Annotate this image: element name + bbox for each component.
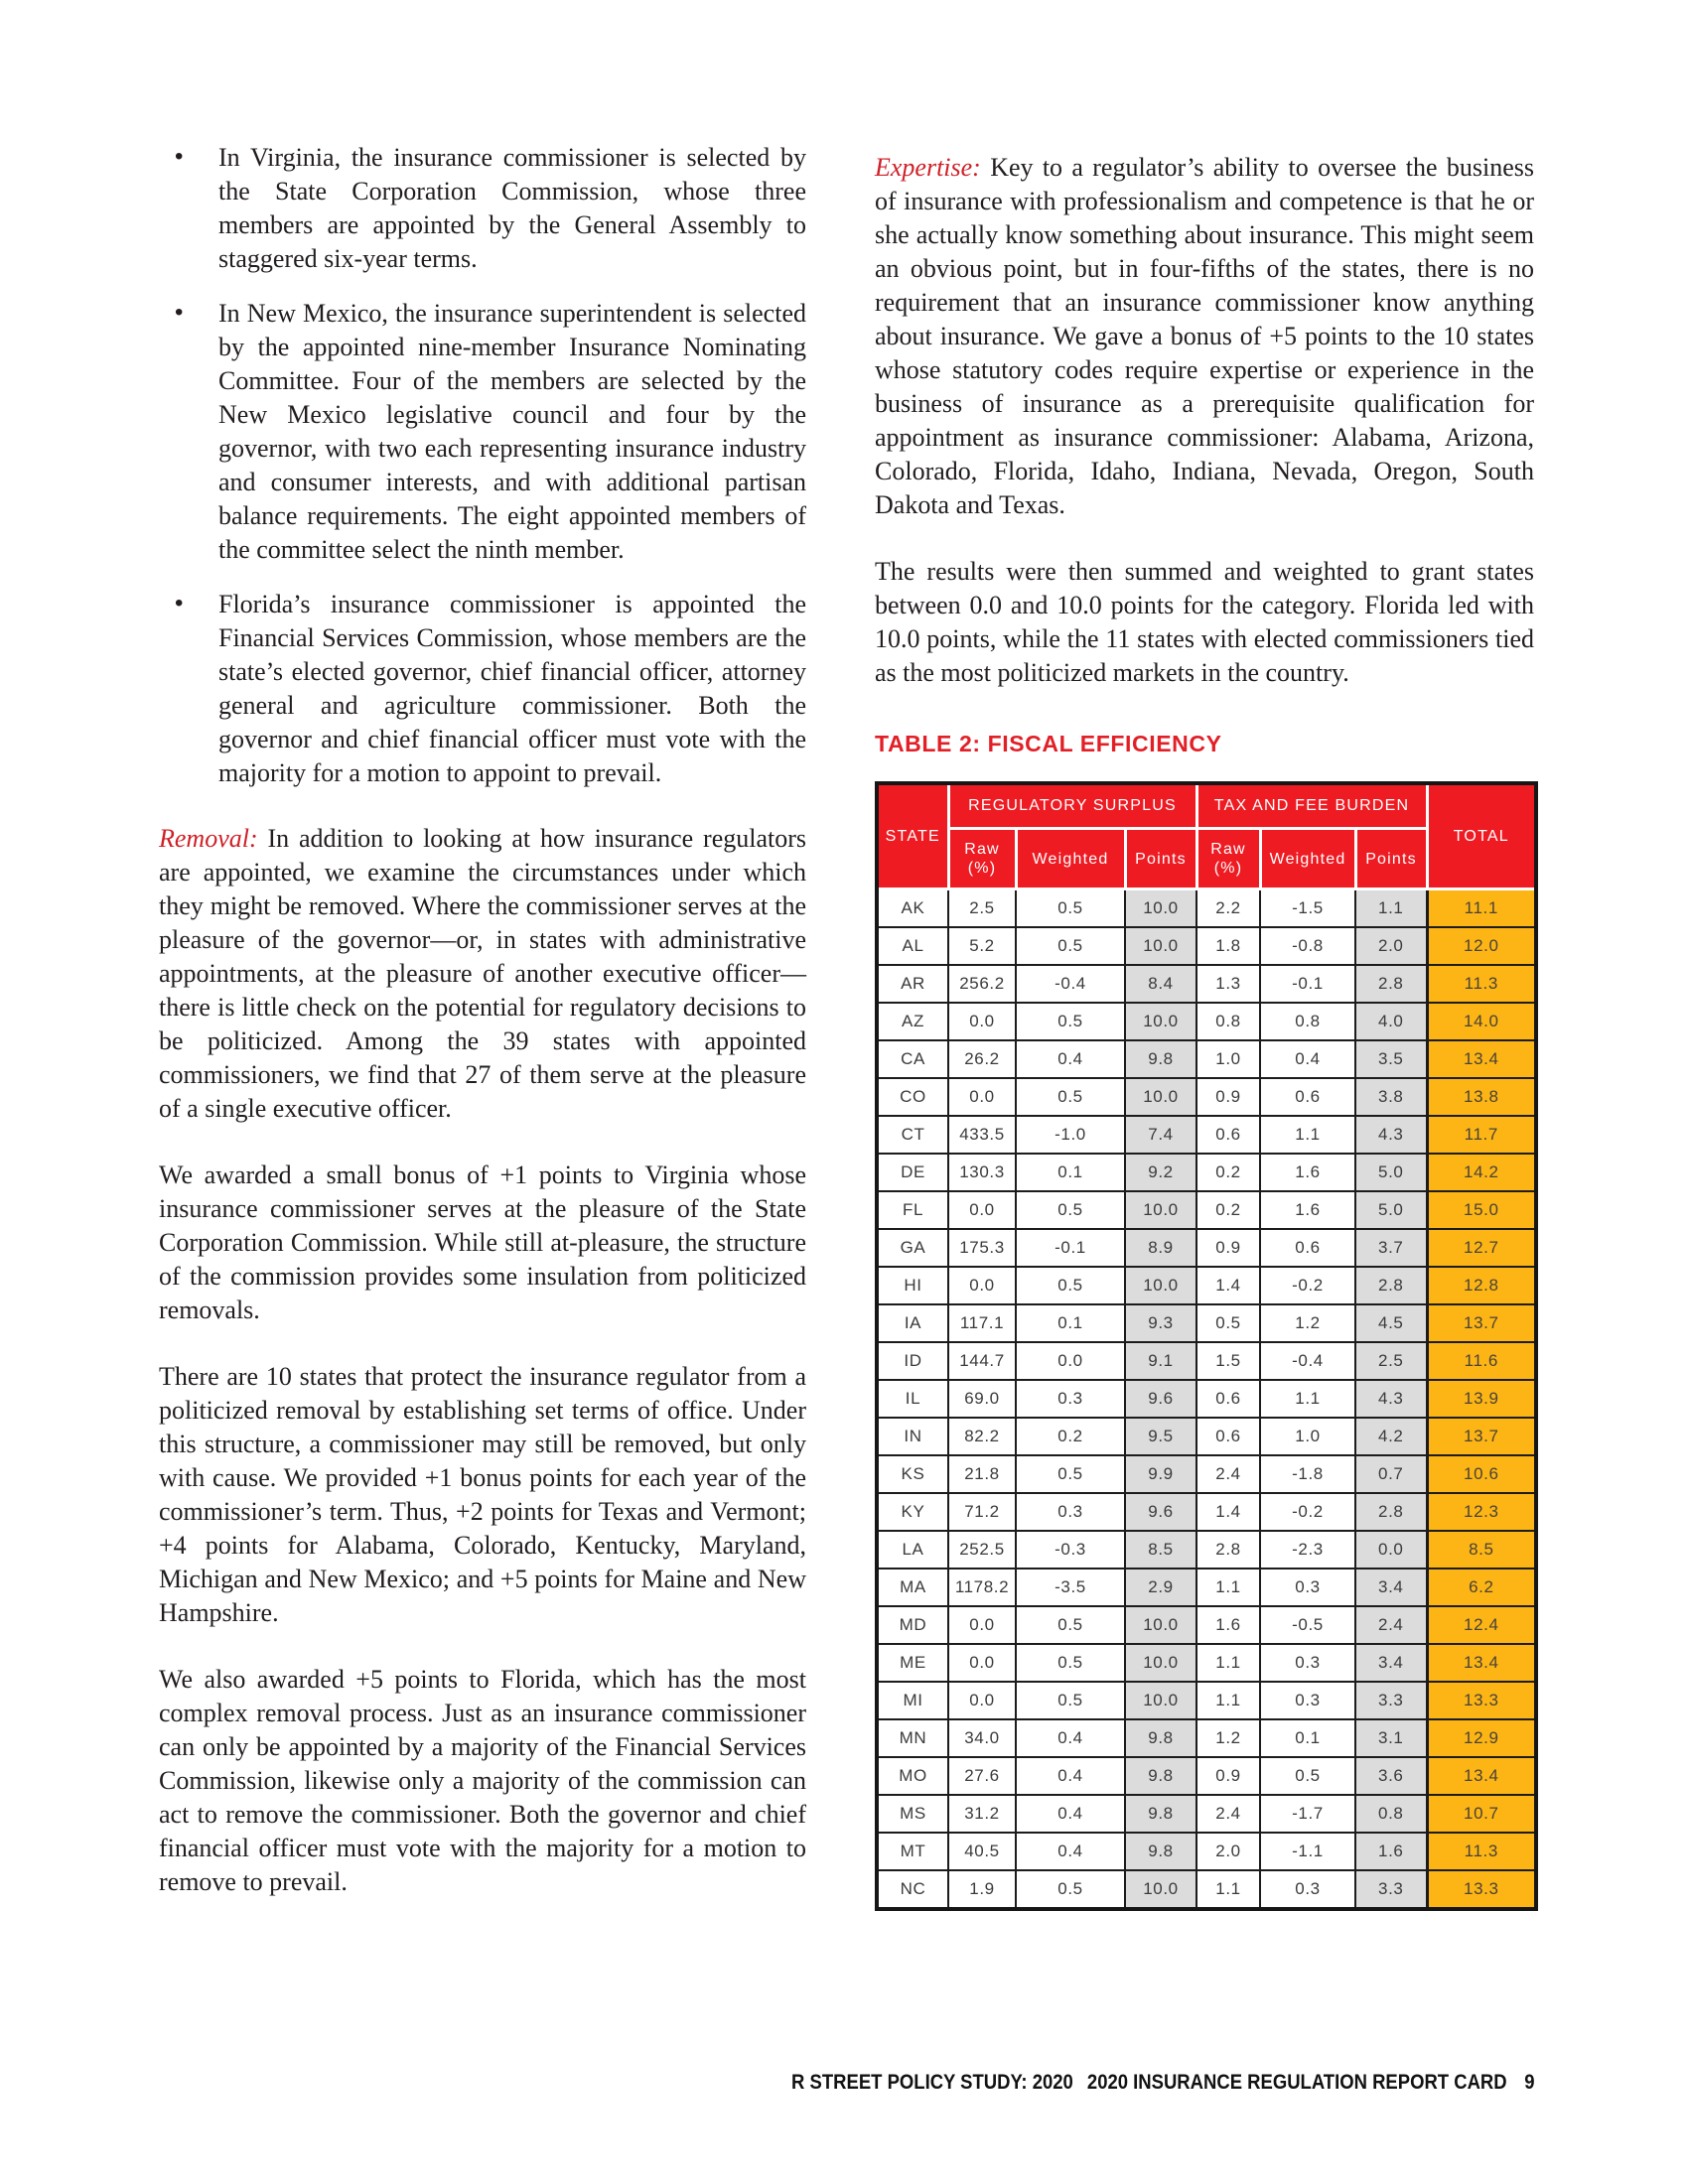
points-tax-cell: 0.0 xyxy=(1355,1531,1427,1569)
total-cell: 14.0 xyxy=(1427,1003,1536,1040)
state-cell: CT xyxy=(877,1116,948,1154)
raw-tax-cell: 2.4 xyxy=(1196,1795,1260,1833)
points-tax-cell: 3.1 xyxy=(1355,1719,1427,1757)
footer-study-label: R STREET POLICY STUDY: 2020 xyxy=(790,2071,1073,2094)
points-surplus-cell: 9.1 xyxy=(1125,1342,1196,1380)
column-header-weighted-tax: Weighted xyxy=(1260,829,1355,889)
weighted-tax-cell: -2.3 xyxy=(1260,1531,1355,1569)
raw-surplus-cell: 2.5 xyxy=(948,889,1016,928)
table-row xyxy=(877,1342,1536,1380)
raw-surplus-cell: 82.2 xyxy=(948,1418,1016,1455)
column-header-state: STATE xyxy=(877,783,948,889)
raw-surplus-cell: 0.0 xyxy=(948,1682,1016,1719)
paragraph-text: We also awarded +5 points to Florida, which has the most complex removal process. Just as an insurance commissioner can only be appointed by a majority of the Financial Services Commission, likewise only a majority of the commission can act to remove the commissioner. Both the governor and chief financial officer must vote with the majority for a motion to remove to prevail. xyxy=(159,1665,806,1896)
raw-surplus-cell: 256.2 xyxy=(948,965,1016,1003)
raw-tax-cell: 1.3 xyxy=(1196,965,1260,1003)
points-tax-cell: 3.3 xyxy=(1355,1870,1427,1909)
raw-tax-cell: 1.5 xyxy=(1196,1342,1260,1380)
weighted-tax-cell: -0.5 xyxy=(1260,1606,1355,1644)
total-cell: 12.4 xyxy=(1427,1606,1536,1644)
points-tax-cell: 2.8 xyxy=(1355,965,1427,1003)
state-cell: IN xyxy=(877,1418,948,1455)
state-cell: MA xyxy=(877,1569,948,1606)
weighted-surplus-cell: 0.1 xyxy=(1016,1304,1125,1342)
state-cell: NC xyxy=(877,1870,948,1909)
total-cell: 13.7 xyxy=(1427,1418,1536,1455)
state-cell: AK xyxy=(877,889,948,928)
state-cell: MN xyxy=(877,1719,948,1757)
paragraph-text: The results were then summed and weighted to grant states between 0.0 and 10.0 points for the category. Florida led with 10.0 points, while the 11 states with elected commissioners tied as the most politicized markets in the country. xyxy=(875,557,1534,687)
raw-tax-cell: 2.2 xyxy=(1196,889,1260,928)
points-surplus-cell: 9.9 xyxy=(1125,1455,1196,1493)
points-tax-cell: 0.8 xyxy=(1355,1795,1427,1833)
raw-surplus-cell: 117.1 xyxy=(948,1304,1016,1342)
points-surplus-cell: 10.0 xyxy=(1125,1003,1196,1040)
points-surplus-cell: 10.0 xyxy=(1125,1191,1196,1229)
weighted-surplus-cell: 0.4 xyxy=(1016,1757,1125,1795)
points-tax-cell: 3.4 xyxy=(1355,1569,1427,1606)
total-cell: 6.2 xyxy=(1427,1569,1536,1606)
weighted-surplus-cell: 0.0 xyxy=(1016,1342,1125,1380)
bullet-icon: • xyxy=(175,299,184,326)
table-row xyxy=(877,1719,1536,1757)
points-surplus-cell: 10.0 xyxy=(1125,1267,1196,1304)
state-cell: KY xyxy=(877,1493,948,1531)
weighted-surplus-cell: -1.0 xyxy=(1016,1116,1125,1154)
table-row xyxy=(877,927,1536,965)
raw-tax-cell: 1.8 xyxy=(1196,927,1260,965)
points-surplus-cell: 9.8 xyxy=(1125,1757,1196,1795)
table-row xyxy=(877,1757,1536,1795)
table-row xyxy=(877,1116,1536,1154)
state-cell: AZ xyxy=(877,1003,948,1040)
raw-tax-cell: 2.4 xyxy=(1196,1455,1260,1493)
weighted-surplus-cell: 0.5 xyxy=(1016,1191,1125,1229)
state-cell: MT xyxy=(877,1833,948,1870)
weighted-tax-cell: 0.8 xyxy=(1260,1003,1355,1040)
raw-tax-cell: 0.5 xyxy=(1196,1304,1260,1342)
points-surplus-cell: 10.0 xyxy=(1125,1644,1196,1682)
raw-tax-cell: 1.1 xyxy=(1196,1644,1260,1682)
table-row xyxy=(877,1833,1536,1870)
points-surplus-cell: 9.2 xyxy=(1125,1154,1196,1191)
points-tax-cell: 3.7 xyxy=(1355,1229,1427,1267)
right-column xyxy=(875,151,1534,1911)
raw-tax-cell: 0.9 xyxy=(1196,1757,1260,1795)
weighted-tax-cell: 0.3 xyxy=(1260,1682,1355,1719)
points-surplus-cell: 9.8 xyxy=(1125,1795,1196,1833)
weighted-tax-cell: 1.1 xyxy=(1260,1116,1355,1154)
bullet-text: In Virginia, the insurance commissioner is selected by the State Corporation Commission, whose three members are appointed by the General Assembly to staggered six-year terms. xyxy=(218,143,806,273)
paragraph-expertise xyxy=(875,151,1534,522)
table-row xyxy=(877,1870,1536,1909)
state-cell: IL xyxy=(877,1380,948,1418)
points-surplus-cell: 9.5 xyxy=(1125,1418,1196,1455)
table-row xyxy=(877,1569,1536,1606)
weighted-surplus-cell: 0.3 xyxy=(1016,1493,1125,1531)
weighted-tax-cell: 0.3 xyxy=(1260,1644,1355,1682)
points-tax-cell: 3.5 xyxy=(1355,1040,1427,1078)
column-header-points-surplus: Points xyxy=(1125,829,1196,889)
raw-tax-cell: 0.2 xyxy=(1196,1191,1260,1229)
state-cell: MS xyxy=(877,1795,948,1833)
points-tax-cell: 2.0 xyxy=(1355,927,1427,965)
table-row xyxy=(877,1682,1536,1719)
page-footer xyxy=(791,2071,1534,2095)
total-cell: 13.7 xyxy=(1427,1304,1536,1342)
column-header-raw-surplus: Raw (%) xyxy=(948,829,1016,889)
points-surplus-cell: 2.9 xyxy=(1125,1569,1196,1606)
state-cell: AR xyxy=(877,965,948,1003)
total-cell: 12.0 xyxy=(1427,927,1536,965)
total-cell: 13.3 xyxy=(1427,1682,1536,1719)
weighted-tax-cell: -1.5 xyxy=(1260,889,1355,928)
raw-tax-cell: 2.8 xyxy=(1196,1531,1260,1569)
table-row xyxy=(877,1078,1536,1116)
paragraph xyxy=(159,1159,806,1327)
points-surplus-cell: 8.4 xyxy=(1125,965,1196,1003)
weighted-surplus-cell: 0.1 xyxy=(1016,1154,1125,1191)
table-row xyxy=(877,1795,1536,1833)
points-tax-cell: 1.6 xyxy=(1355,1833,1427,1870)
weighted-tax-cell: -0.4 xyxy=(1260,1342,1355,1380)
state-cell: AL xyxy=(877,927,948,965)
weighted-tax-cell: 0.1 xyxy=(1260,1719,1355,1757)
points-tax-cell: 2.5 xyxy=(1355,1342,1427,1380)
raw-tax-cell: 0.2 xyxy=(1196,1154,1260,1191)
raw-surplus-cell: 144.7 xyxy=(948,1342,1016,1380)
table-row xyxy=(877,1304,1536,1342)
group-header-tax-and-fee-burden: TAX AND FEE BURDEN xyxy=(1196,783,1427,829)
paragraph-text: In addition to looking at how insurance regulators are appointed, we examine the circumstances under which they might be removed. Where the commissioner serves at the pleasure of the governor—or, in states with administrative appointments, at the pleasure of another executive officer—there is little check on the potential for regulatory decisions to be politicized. Among the 39 states with appointed commissioners, we find that 27 of them serve at the pleasure of a single executive officer. xyxy=(159,824,806,1123)
raw-surplus-cell: 0.0 xyxy=(948,1644,1016,1682)
table-row xyxy=(877,1380,1536,1418)
total-cell: 12.9 xyxy=(1427,1719,1536,1757)
table-row xyxy=(877,1531,1536,1569)
points-surplus-cell: 10.0 xyxy=(1125,1870,1196,1909)
raw-surplus-cell: 252.5 xyxy=(948,1531,1016,1569)
total-cell: 11.6 xyxy=(1427,1342,1536,1380)
left-column xyxy=(159,141,806,1932)
weighted-tax-cell: -1.1 xyxy=(1260,1833,1355,1870)
raw-tax-cell: 1.4 xyxy=(1196,1267,1260,1304)
state-cell: ME xyxy=(877,1644,948,1682)
raw-surplus-cell: 0.0 xyxy=(948,1267,1016,1304)
raw-tax-cell: 0.6 xyxy=(1196,1380,1260,1418)
state-cell: HI xyxy=(877,1267,948,1304)
table-row xyxy=(877,1154,1536,1191)
total-cell: 11.1 xyxy=(1427,889,1536,928)
weighted-surplus-cell: 0.4 xyxy=(1016,1833,1125,1870)
state-cell: MO xyxy=(877,1757,948,1795)
raw-tax-cell: 1.1 xyxy=(1196,1682,1260,1719)
weighted-surplus-cell: 0.5 xyxy=(1016,1606,1125,1644)
table-row xyxy=(877,1040,1536,1078)
points-surplus-cell: 9.8 xyxy=(1125,1833,1196,1870)
points-surplus-cell: 9.8 xyxy=(1125,1719,1196,1757)
total-cell: 13.4 xyxy=(1427,1757,1536,1795)
points-tax-cell: 0.7 xyxy=(1355,1455,1427,1493)
paragraph-lead: Expertise: xyxy=(875,153,981,182)
points-surplus-cell: 10.0 xyxy=(1125,927,1196,965)
weighted-surplus-cell: 0.5 xyxy=(1016,889,1125,928)
fiscal-table-body xyxy=(877,889,1536,1910)
points-tax-cell: 5.0 xyxy=(1355,1154,1427,1191)
weighted-surplus-cell: 0.5 xyxy=(1016,1870,1125,1909)
table-row xyxy=(877,1003,1536,1040)
total-cell: 13.9 xyxy=(1427,1380,1536,1418)
points-tax-cell: 2.8 xyxy=(1355,1493,1427,1531)
points-tax-cell: 4.5 xyxy=(1355,1304,1427,1342)
weighted-surplus-cell: 0.5 xyxy=(1016,1455,1125,1493)
raw-surplus-cell: 27.6 xyxy=(948,1757,1016,1795)
total-cell: 11.7 xyxy=(1427,1116,1536,1154)
points-tax-cell: 5.0 xyxy=(1355,1191,1427,1229)
raw-tax-cell: 1.1 xyxy=(1196,1569,1260,1606)
table-header xyxy=(877,783,1536,889)
weighted-tax-cell: 1.6 xyxy=(1260,1191,1355,1229)
weighted-surplus-cell: 0.3 xyxy=(1016,1380,1125,1418)
table-row xyxy=(877,1493,1536,1531)
weighted-tax-cell: 0.6 xyxy=(1260,1229,1355,1267)
raw-surplus-cell: 26.2 xyxy=(948,1040,1016,1078)
points-tax-cell: 1.1 xyxy=(1355,889,1427,928)
weighted-tax-cell: 1.0 xyxy=(1260,1418,1355,1455)
paragraph xyxy=(875,555,1534,690)
raw-surplus-cell: 40.5 xyxy=(948,1833,1016,1870)
weighted-tax-cell: -1.7 xyxy=(1260,1795,1355,1833)
fiscal-efficiency-table xyxy=(875,781,1538,1911)
weighted-tax-cell: 0.4 xyxy=(1260,1040,1355,1078)
points-surplus-cell: 10.0 xyxy=(1125,1606,1196,1644)
paragraph-text: We awarded a small bonus of +1 points to Virginia whose insurance commissioner serves at the pleasure of the State Corporation Commission. While still at-pleasure, the structure of the commission provides some insulation from politicized removals. xyxy=(159,1160,806,1324)
weighted-surplus-cell: -0.4 xyxy=(1016,965,1125,1003)
state-cell: DE xyxy=(877,1154,948,1191)
state-cell: CA xyxy=(877,1040,948,1078)
state-cell: ID xyxy=(877,1342,948,1380)
table-row xyxy=(877,1455,1536,1493)
raw-surplus-cell: 175.3 xyxy=(948,1229,1016,1267)
footer-report-label: 2020 INSURANCE REGULATION REPORT CARD xyxy=(1086,2071,1507,2094)
raw-surplus-cell: 5.2 xyxy=(948,927,1016,965)
raw-surplus-cell: 34.0 xyxy=(948,1719,1016,1757)
weighted-surplus-cell: 0.4 xyxy=(1016,1795,1125,1833)
list-item xyxy=(159,297,806,567)
state-cell: IA xyxy=(877,1304,948,1342)
weighted-surplus-cell: 0.2 xyxy=(1016,1418,1125,1455)
table-row xyxy=(877,965,1536,1003)
points-tax-cell: 3.6 xyxy=(1355,1757,1427,1795)
weighted-tax-cell: 1.2 xyxy=(1260,1304,1355,1342)
points-surplus-cell: 9.3 xyxy=(1125,1304,1196,1342)
state-cell: FL xyxy=(877,1191,948,1229)
state-cell: KS xyxy=(877,1455,948,1493)
bullet-icon: • xyxy=(175,590,184,616)
weighted-tax-cell: 0.6 xyxy=(1260,1078,1355,1116)
total-cell: 13.8 xyxy=(1427,1078,1536,1116)
raw-surplus-cell: 0.0 xyxy=(948,1078,1016,1116)
weighted-surplus-cell: -3.5 xyxy=(1016,1569,1125,1606)
raw-surplus-cell: 31.2 xyxy=(948,1795,1016,1833)
points-surplus-cell: 8.5 xyxy=(1125,1531,1196,1569)
table-row xyxy=(877,889,1536,928)
weighted-surplus-cell: 0.5 xyxy=(1016,1682,1125,1719)
points-surplus-cell: 9.6 xyxy=(1125,1493,1196,1531)
total-cell: 15.0 xyxy=(1427,1191,1536,1229)
points-tax-cell: 2.4 xyxy=(1355,1606,1427,1644)
points-surplus-cell: 10.0 xyxy=(1125,1682,1196,1719)
raw-surplus-cell: 21.8 xyxy=(948,1455,1016,1493)
raw-tax-cell: 1.2 xyxy=(1196,1719,1260,1757)
list-item xyxy=(159,588,806,790)
points-tax-cell: 2.8 xyxy=(1355,1267,1427,1304)
raw-tax-cell: 0.9 xyxy=(1196,1078,1260,1116)
state-cell: LA xyxy=(877,1531,948,1569)
points-tax-cell: 3.4 xyxy=(1355,1644,1427,1682)
total-cell: 12.8 xyxy=(1427,1267,1536,1304)
raw-surplus-cell: 0.0 xyxy=(948,1606,1016,1644)
weighted-surplus-cell: 0.5 xyxy=(1016,1644,1125,1682)
total-cell: 10.7 xyxy=(1427,1795,1536,1833)
table-row xyxy=(877,1191,1536,1229)
weighted-tax-cell: 0.3 xyxy=(1260,1569,1355,1606)
total-cell: 13.3 xyxy=(1427,1870,1536,1909)
state-cell: CO xyxy=(877,1078,948,1116)
weighted-tax-cell: -0.2 xyxy=(1260,1493,1355,1531)
paragraph-lead: Removal: xyxy=(159,824,258,853)
column-header-points-tax: Points xyxy=(1355,829,1427,889)
raw-tax-cell: 0.9 xyxy=(1196,1229,1260,1267)
weighted-surplus-cell: 0.5 xyxy=(1016,1078,1125,1116)
points-surplus-cell: 9.8 xyxy=(1125,1040,1196,1078)
raw-tax-cell: 1.0 xyxy=(1196,1040,1260,1078)
weighted-tax-cell: -0.1 xyxy=(1260,965,1355,1003)
raw-tax-cell: 1.4 xyxy=(1196,1493,1260,1531)
footer-page-number: 9 xyxy=(1523,2071,1534,2094)
weighted-surplus-cell: 0.5 xyxy=(1016,1267,1125,1304)
bullet-text: Florida’s insurance commissioner is appointed the Financial Services Commission, whose members are the state’s elected governor, chief financial officer, attorney general and agriculture commissioner. Both the governor and chief financial officer must vote with the majority for a motion to appoint to prevail. xyxy=(218,590,806,787)
table-row xyxy=(877,1644,1536,1682)
weighted-tax-cell: 1.1 xyxy=(1260,1380,1355,1418)
table-row xyxy=(877,1229,1536,1267)
column-header-raw-tax: Raw (%) xyxy=(1196,829,1260,889)
total-cell: 12.7 xyxy=(1427,1229,1536,1267)
weighted-tax-cell: 0.5 xyxy=(1260,1757,1355,1795)
weighted-tax-cell: 0.3 xyxy=(1260,1870,1355,1909)
table-row xyxy=(877,1267,1536,1304)
total-cell: 14.2 xyxy=(1427,1154,1536,1191)
list-item xyxy=(159,141,806,276)
weighted-tax-cell: 1.6 xyxy=(1260,1154,1355,1191)
points-tax-cell: 4.3 xyxy=(1355,1380,1427,1418)
weighted-surplus-cell: 0.4 xyxy=(1016,1719,1125,1757)
table-row xyxy=(877,1418,1536,1455)
points-surplus-cell: 9.6 xyxy=(1125,1380,1196,1418)
paragraph xyxy=(159,1360,806,1630)
total-cell: 13.4 xyxy=(1427,1040,1536,1078)
raw-surplus-cell: 0.0 xyxy=(948,1003,1016,1040)
state-cell: MI xyxy=(877,1682,948,1719)
raw-surplus-cell: 0.0 xyxy=(948,1191,1016,1229)
state-cell: MD xyxy=(877,1606,948,1644)
raw-tax-cell: 1.6 xyxy=(1196,1606,1260,1644)
raw-tax-cell: 1.1 xyxy=(1196,1870,1260,1909)
table-title: TABLE 2: FISCAL EFFICIENCY xyxy=(875,731,1222,756)
weighted-tax-cell: -1.8 xyxy=(1260,1455,1355,1493)
paragraph-text: Key to a regulator’s ability to oversee the business of insurance with professionalism and competence is that he or she actually know something about insurance. This might seem an obvious point, but in four-fifths of the states, there is no requirement that an insurance commissioner know anything about insurance. We gave a bonus of +5 points to the 10 states whose statutory codes require expertise or experience in the business of insurance as a prerequisite qualification for appointment as insurance commissioner: Alabama, Arizona, Colorado, Florida, Idaho, Indiana, Nevada, Oregon, South Dakota and Texas. xyxy=(875,153,1535,519)
total-cell: 11.3 xyxy=(1427,1833,1536,1870)
weighted-surplus-cell: -0.1 xyxy=(1016,1229,1125,1267)
raw-surplus-cell: 433.5 xyxy=(948,1116,1016,1154)
paragraph xyxy=(159,1663,806,1899)
raw-tax-cell: 0.8 xyxy=(1196,1003,1260,1040)
state-cell: GA xyxy=(877,1229,948,1267)
points-surplus-cell: 10.0 xyxy=(1125,1078,1196,1116)
weighted-surplus-cell: 0.5 xyxy=(1016,927,1125,965)
raw-surplus-cell: 1.9 xyxy=(948,1870,1016,1909)
points-surplus-cell: 10.0 xyxy=(1125,889,1196,928)
column-header-weighted-surplus: Weighted xyxy=(1016,829,1125,889)
bullet-icon: • xyxy=(175,143,184,170)
raw-tax-cell: 0.6 xyxy=(1196,1116,1260,1154)
group-header-regulatory-surplus: REGULATORY SURPLUS xyxy=(948,783,1196,829)
weighted-surplus-cell: -0.3 xyxy=(1016,1531,1125,1569)
weighted-surplus-cell: 0.5 xyxy=(1016,1003,1125,1040)
total-cell: 8.5 xyxy=(1427,1531,1536,1569)
total-cell: 12.3 xyxy=(1427,1493,1536,1531)
points-surplus-cell: 8.9 xyxy=(1125,1229,1196,1267)
points-tax-cell: 3.3 xyxy=(1355,1682,1427,1719)
points-tax-cell: 4.0 xyxy=(1355,1003,1427,1040)
weighted-tax-cell: -0.8 xyxy=(1260,927,1355,965)
paragraph-removal xyxy=(159,822,806,1126)
total-cell: 11.3 xyxy=(1427,965,1536,1003)
raw-surplus-cell: 71.2 xyxy=(948,1493,1016,1531)
raw-tax-cell: 2.0 xyxy=(1196,1833,1260,1870)
total-cell: 10.6 xyxy=(1427,1455,1536,1493)
table-row xyxy=(877,1606,1536,1644)
raw-surplus-cell: 130.3 xyxy=(948,1154,1016,1191)
total-cell: 13.4 xyxy=(1427,1644,1536,1682)
bullet-list xyxy=(159,141,806,790)
raw-surplus-cell: 1178.2 xyxy=(948,1569,1016,1606)
points-tax-cell: 4.2 xyxy=(1355,1418,1427,1455)
points-tax-cell: 3.8 xyxy=(1355,1078,1427,1116)
weighted-tax-cell: -0.2 xyxy=(1260,1267,1355,1304)
column-header-total: TOTAL xyxy=(1427,783,1536,889)
paragraph-text: There are 10 states that protect the insurance regulator from a politicized removal by establishing set terms of office. Under this structure, a commissioner may still be removed, but only with cause. We provided +1 bonus points for each year of the commissioner’s term. Thus, +2 points for Texas and Vermont; +4 points for Alabama, Colorado, Kentucky, Maryland, Michigan and New Mexico; and +5 points for Maine and New Hampshire. xyxy=(159,1362,806,1627)
raw-surplus-cell: 69.0 xyxy=(948,1380,1016,1418)
weighted-surplus-cell: 0.4 xyxy=(1016,1040,1125,1078)
points-surplus-cell: 7.4 xyxy=(1125,1116,1196,1154)
bullet-text: In New Mexico, the insurance superintendent is selected by the appointed nine-member Insurance Nominating Committee. Four of the members are selected by the New Mexico legislative council and four by the governor, with two each representing insurance industry and consumer interests, and with additional partisan balance requirements. The eight appointed members of the committee select the ninth member. xyxy=(218,299,806,564)
raw-tax-cell: 0.6 xyxy=(1196,1418,1260,1455)
points-tax-cell: 4.3 xyxy=(1355,1116,1427,1154)
